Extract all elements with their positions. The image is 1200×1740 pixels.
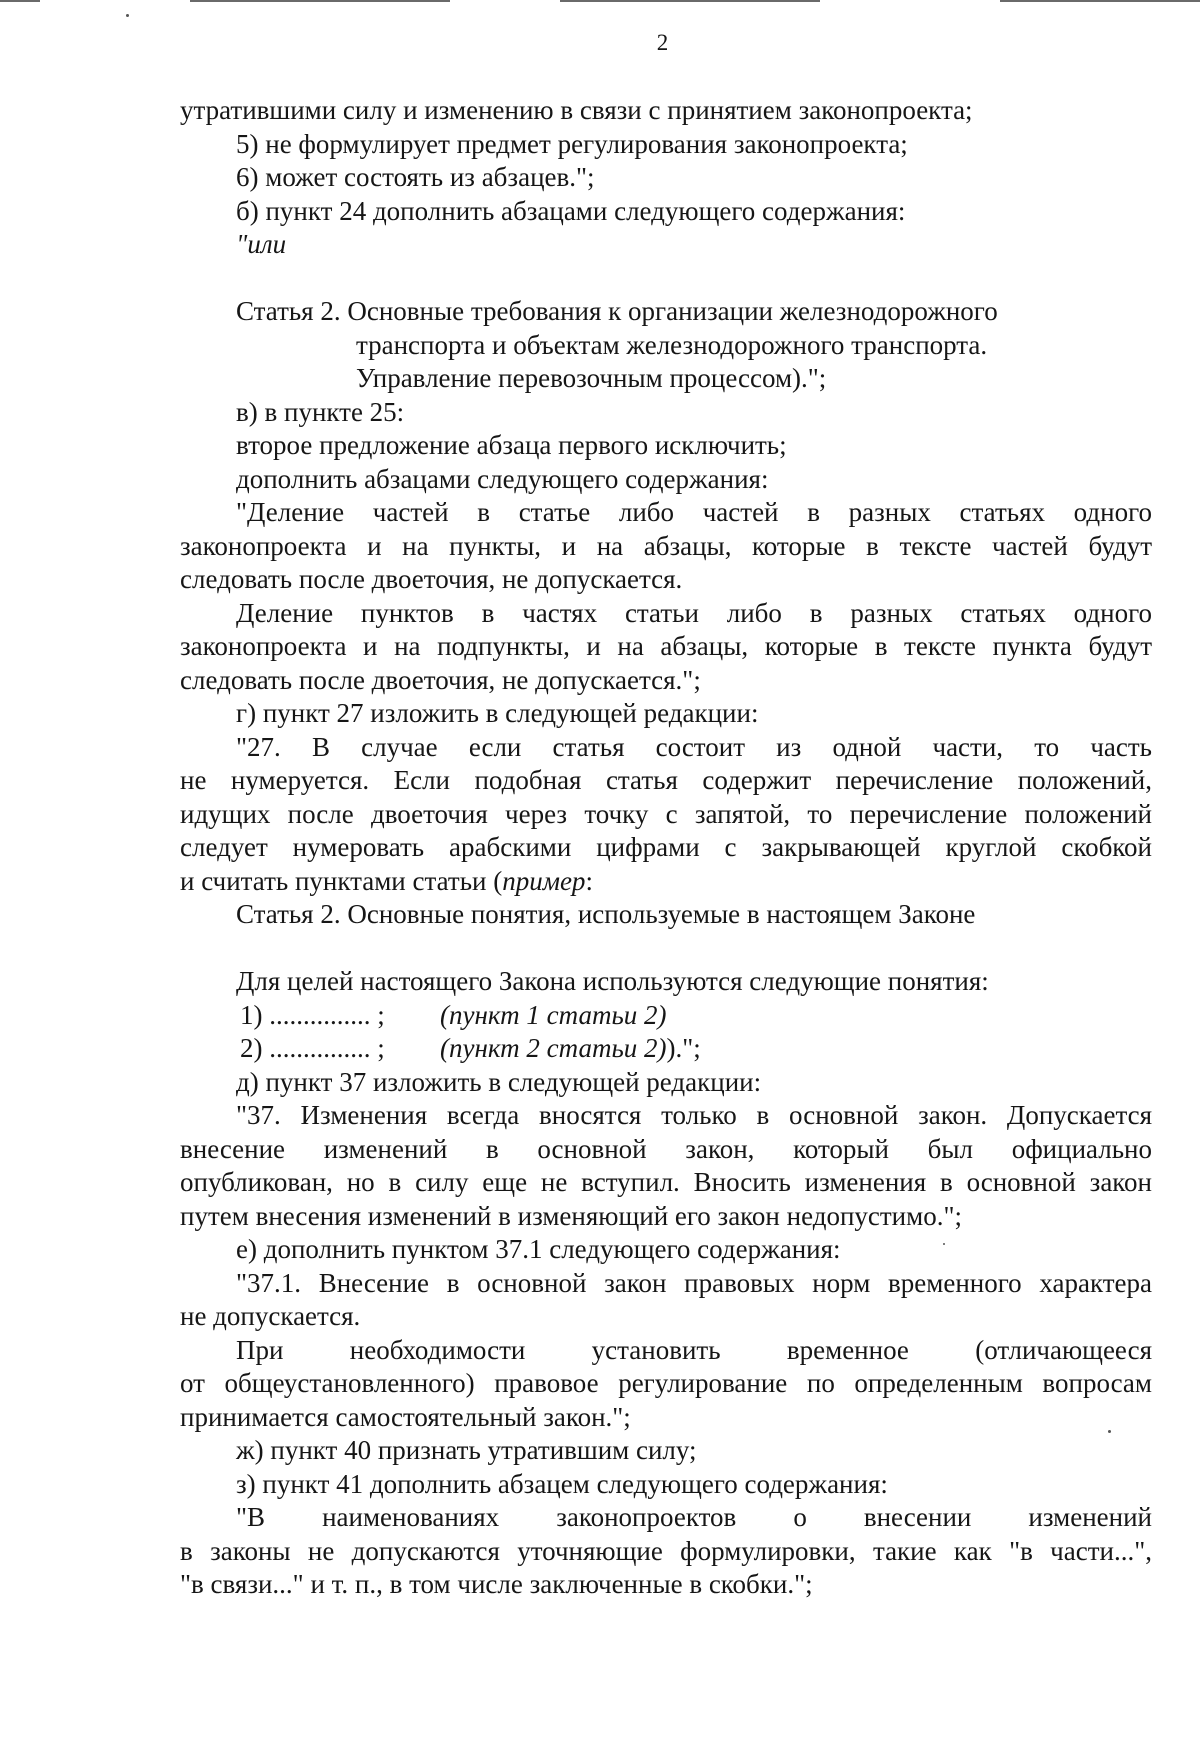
text-line: "в связи..." и т. п., в том числе заключенные в скобки."; [180,1569,813,1599]
text-line: д) пункт 37 изложить в следующей редакции: [236,1066,762,1097]
italic-text: (пункт 2 статьи 2) [440,1033,667,1063]
scan-speck [126,14,129,17]
text-run: )."; [666,1033,701,1063]
text-line: в) в пункте 25: [236,396,405,427]
paragraph-start: "Деление частей в статье либо частей в разных статьях одного [236,497,1152,527]
page-number: 2 [656,30,669,55]
text-run: 1) ............... ; [240,999,385,1030]
text-line: е) дополнить пунктом 37.1 следующего содержания: [236,1234,841,1264]
article-title: Статья 2. Основные требования к организации железнодорожного [236,296,998,326]
text-line: путем внесения изменений в изменяющий его закон недопустимо."; [180,1200,962,1231]
text-line: Статья 2. Основные понятия, используемые в настоящем Законе [236,899,976,929]
text-line: не допускается. [180,1301,361,1331]
scan-edge [560,0,820,2]
text-line: 6) может состоять из абзацев."; [236,162,595,192]
enum-item [180,999,1152,1033]
text-line: следует нумеровать арабскими цифрами с закрывающей круглой скобкой [180,832,1152,862]
enum-item [180,1032,1152,1066]
blank-line [180,932,1152,966]
paragraph-start: При необходимости установить временное (отличающееся [236,1334,1152,1365]
text-line: Для целей настоящего Закона используются следующие понятия: [236,966,989,996]
text-line: 5) не формулирует предмет регулирования законопроекта; [236,128,908,159]
text-line: дополнить абзацами следующего содержания: [236,463,769,494]
text-run: : [585,865,593,896]
text-line: з) пункт 41 дополнить абзацем следующего содержания: [236,1468,888,1499]
text-line: законопроекта и на пункты, и на абзацы, которые в тексте частей будут [180,530,1152,561]
blank-line [180,262,1152,296]
paragraph-start: Деление пунктов в частях статьи либо в разных статьях одного [236,597,1152,628]
text-line: от общеустановленного) правовое регулирование по определенным вопросам [180,1368,1152,1398]
text-line: идущих после двоеточия через точку с запятой, то перечисление положений [180,798,1152,829]
text-line: законопроекта и на подпункты, и на абзацы, которые в тексте пункта будут [180,631,1152,661]
text-line: опубликован, но в силу еще не вступил. Вносить изменения в основной закон [180,1167,1152,1197]
text-line: б) пункт 24 дополнить абзацами следующего содержания: [236,195,906,226]
scan-edge [0,0,40,2]
italic-text: пример [502,865,586,896]
italic-text: (пункт 1 статьи 2) [440,999,667,1030]
paragraph-start: "37. Изменения всегда вносятся только в основной закон. Допускается [236,1100,1152,1130]
text-line: следовать после двоеточия, не допускается."; [180,664,701,695]
scan-edge [190,0,450,2]
text-line: внесение изменений в основной закон, который был официально [180,1133,1152,1164]
paragraph-start: "27. В случае если статья состоит из одной части, то часть [236,731,1152,762]
text-line: в законы не допускаются уточняющие формулировки, такие как "в части...", [180,1535,1152,1566]
scan-edge [1000,0,1200,2]
text-line: "или [236,229,287,259]
article-title-cont: Управление перевозочным процессом)."; [356,363,827,393]
text-line: г) пункт 27 изложить в следующей редакции: [236,698,759,728]
text-line: не нумеруется. Если подобная статья содержит перечисление положений, [180,765,1152,795]
paragraph-start: "В наименованиях законопроектов о внесении изменений [236,1502,1152,1532]
text-line: принимается самостоятельный закон."; [180,1401,631,1432]
text-line: ж) пункт 40 признать утратившим силу; [236,1435,697,1465]
document-body [180,94,1152,1602]
text-line [180,865,1152,899]
text-line: второе предложение абзаца первого исключить; [236,430,787,460]
text-line: следовать после двоеточия, не допускается. [180,564,683,594]
text-run: 2) ............... ; [240,1033,385,1063]
article-title-cont: транспорта и объектам железнодорожного транспорта. [356,329,988,360]
paragraph-start: "37.1. Внесение в основной закон правовых норм временного характера [236,1267,1152,1298]
text-run: и считать пунктами статьи ( [180,865,503,896]
text-line: утратившими силу и изменению в связи с принятием законопроекта; [180,95,973,125]
